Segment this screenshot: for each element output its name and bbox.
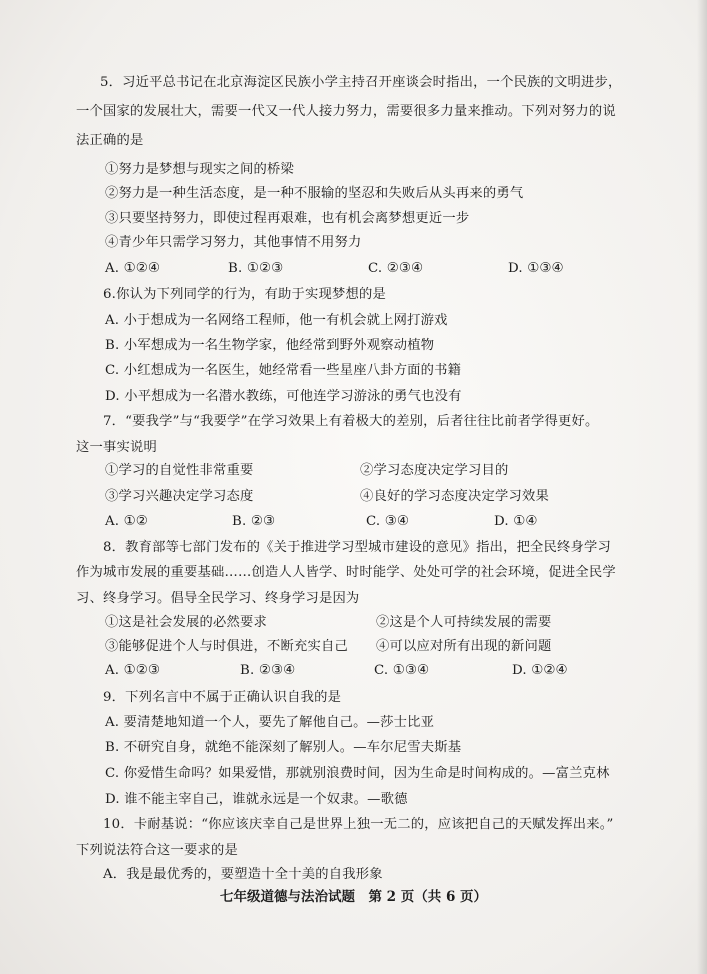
q6-option-d[interactable]: D. 小平想成为一名潜水教练，可他连学习游泳的勇气也没有 [105, 389, 462, 404]
q8-stem-line-3: 习、终身学习。倡导全民学习、终身学习是因为 [76, 591, 360, 606]
q5-item-2: ②努力是一种生活态度，是一种不服输的坚忍和失败后从头再来的勇气 [105, 186, 524, 201]
q5-option-b[interactable]: B. ①②③ [228, 261, 284, 276]
q8-stem-line-1: 8．教育部等七部门发布的《关于推进学习型城市建设的意见》指出，把全民终身学习 [103, 540, 612, 555]
q7-item-2: ②学习态度决定学习目的 [360, 463, 509, 478]
q8-item-1: ①这是社会发展的必然要求 [105, 615, 267, 630]
q9-option-a[interactable]: A. 要清楚地知道一个人，要先了解他自己。—莎士比亚 [105, 715, 435, 730]
q9-option-d[interactable]: D. 谁不能主宰自己，谁就永远是一个奴隶。—歌德 [105, 792, 408, 807]
q10-option-a[interactable]: A．我是最优秀的，要塑造十全十美的自我形象 [103, 867, 383, 882]
q5-item-3: ③只要坚持努力，即使过程再艰难，也有机会离梦想更近一步 [105, 211, 470, 226]
q10-stem-line-2: 下列说法符合这一要求的是 [76, 843, 238, 858]
q7-option-a[interactable]: A. ①② [105, 514, 148, 529]
q7-stem-line-2: 这一事实说明 [76, 440, 157, 455]
q6-stem: 6.你认为下列同学的行为，有助于实现梦想的是 [103, 287, 387, 302]
q5-option-d[interactable]: D. ①③④ [508, 261, 564, 276]
q7-option-b[interactable]: B. ②③ [232, 514, 276, 529]
q9-stem: 9．下列名言中不属于正确认识自我的是 [103, 690, 342, 705]
q8-stem-line-2: 作为城市发展的重要基础……创造人人皆学、时时能学、处处可学的社会环境，促进全民学 [76, 565, 616, 580]
q7-item-1: ①学习的自觉性非常重要 [105, 463, 254, 478]
q5-option-a[interactable]: A. ①②④ [105, 261, 161, 276]
page-footer: 七年级道德与法治试题 第 2 页（共 6 页） [219, 889, 488, 905]
q8-option-c[interactable]: C. ①③④ [374, 663, 430, 678]
page-edge-shadow [697, 0, 707, 974]
q6-option-a[interactable]: A. 小于想成为一名网络工程师，他一有机会就上网打游戏 [105, 313, 448, 328]
q6-option-c[interactable]: C. 小红想成为一名医生，她经常看一些星座八卦方面的书籍 [105, 363, 462, 378]
q8-item-4: ④可以应对所有出现的新问题 [376, 639, 552, 654]
q5-stem-line-3: 法正确的是 [76, 133, 144, 148]
q8-option-d[interactable]: D. ①②④ [512, 663, 568, 678]
q8-item-3: ③能够促进个人与时俱进，不断充实自己 [105, 639, 348, 654]
q7-item-3: ③学习兴趣决定学习态度 [105, 489, 254, 504]
q10-stem-line-1: 10．卡耐基说：“你应该庆幸自己是世界上独一无二的，应该把自己的天赋发挥出来。” [103, 817, 614, 832]
q6-option-b[interactable]: B. 小军想成为一名生物学家，他经常到野外观察动植物 [105, 338, 435, 353]
q5-stem-line-1: 5．习近平总书记在北京海淀区民族小学主持召开座谈会时指出，一个民族的文明进步， [100, 75, 622, 90]
q7-stem-line-1: 7．“要我学”与“我要学”在学习效果上有着极大的差别，后者往往比前者学得更好。 [103, 414, 599, 429]
q5-item-4: ④青少年只需学习努力，其他事情不用努力 [105, 235, 362, 250]
q9-option-c[interactable]: C. 你爱惜生命吗？如果爱惜，那就别浪费时间，因为生命是时间构成的。—富兰克林 [105, 766, 610, 781]
q5-item-1: ①努力是梦想与现实之间的桥梁 [105, 162, 294, 177]
q8-option-b[interactable]: B. ②③④ [240, 663, 296, 678]
q7-option-c[interactable]: C. ③④ [366, 514, 409, 529]
q7-item-4: ④良好的学习态度决定学习效果 [360, 489, 549, 504]
q5-option-c[interactable]: C. ②③④ [368, 261, 424, 276]
q7-option-d[interactable]: D. ①④ [494, 514, 538, 529]
q5-stem-line-2: 一个国家的发展壮大，需要一代又一代人接力努力，需要很多力量来推动。下列对努力的说 [76, 104, 616, 119]
q8-item-2: ②这是个人可持续发展的需要 [376, 615, 552, 630]
q8-option-a[interactable]: A. ①②③ [105, 663, 161, 678]
q9-option-b[interactable]: B. 不研究自身，就绝不能深刻了解别人。—车尔尼雪夫斯基 [105, 740, 462, 755]
